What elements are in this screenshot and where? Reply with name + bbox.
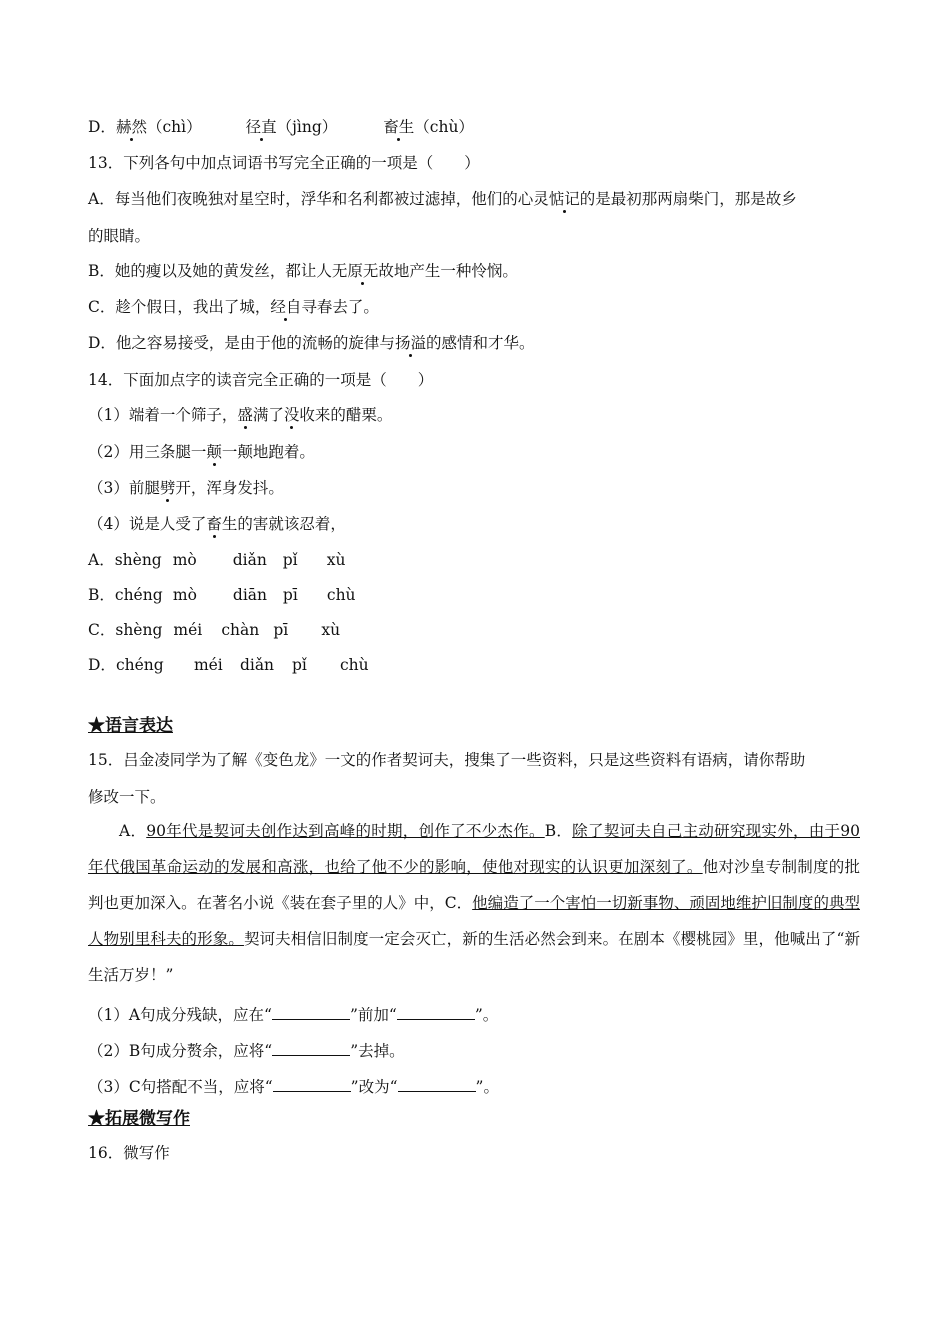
- dotted-word: 经自: [270, 298, 302, 316]
- pinyin: chù: [339, 656, 369, 674]
- dotted-char: 劈: [159, 479, 176, 497]
- text: ”改为“: [350, 1078, 398, 1096]
- sentence-label: B．: [544, 822, 573, 840]
- dotted-word: 畜生: [383, 118, 415, 136]
- passage-text: 他对沙皇专制制度的批判也更加深入。在著名小说《装在套子里的人》中，: [88, 858, 860, 912]
- q15-stem-cont: 修改一下。: [88, 788, 166, 806]
- pinyin: （chì）: [146, 118, 202, 136]
- text: （4）说是人受了: [88, 515, 207, 533]
- q15-sub-2: [88, 1041, 405, 1061]
- q14-stem: 14．下面加点字的读音完全正确的一项是（ ）: [88, 371, 434, 389]
- pinyin: chéng: [115, 656, 164, 674]
- pinyin: mò: [172, 586, 197, 604]
- q13-option-c: [88, 297, 379, 317]
- q14-option-b: [88, 585, 356, 605]
- q14-sentence-3: [88, 478, 284, 498]
- text: 开，浑身发抖。: [175, 479, 284, 497]
- dotted-word: 径直: [245, 118, 277, 136]
- pinyin: xù: [321, 621, 341, 639]
- text: B．她的瘦以及她的黄发丝，都让人: [88, 262, 332, 280]
- option-label: C．: [88, 621, 116, 639]
- pinyin: diān: [232, 586, 267, 604]
- pinyin: shèng: [114, 551, 162, 569]
- q15-sub-1: [88, 1005, 498, 1025]
- option-label: D．: [88, 656, 116, 674]
- answer-blank[interactable]: [397, 1005, 475, 1020]
- text: （3）C句搭配不当，应将“: [88, 1078, 273, 1096]
- dotted-char: 颠: [206, 443, 222, 461]
- q13-option-a: [88, 189, 797, 209]
- text: 的感情和才华。: [425, 334, 535, 352]
- dotted-char: 畜: [206, 515, 222, 533]
- option-label: A．: [88, 551, 115, 569]
- pinyin: chù: [326, 586, 356, 604]
- passage-text: 契诃夫相信旧制度一定会灭亡，新的生活必然会到来。在剧本《樱桃园》里，他喊出了“新生活万岁！”: [88, 930, 860, 984]
- q14-option-d: [88, 655, 369, 675]
- q13-stem: 13．下列各句中加点词语书写完全正确的一项是（ ）: [88, 154, 480, 172]
- section-heading-language: ★语言表达: [88, 716, 173, 736]
- q15-stem: 15．吕金凌同学为了解《变色龙》一文的作者契诃夫，搜集了一些资料，只是这些资料有语病，请你帮助: [88, 751, 806, 769]
- text: 生的害就该忍着，: [221, 515, 346, 533]
- answer-blank[interactable]: [272, 1005, 350, 1020]
- option-label: D．: [88, 118, 116, 136]
- pinyin: diǎn: [232, 551, 267, 569]
- text: 收来的醋栗。: [299, 406, 393, 424]
- text: ”。: [474, 1006, 499, 1024]
- section-heading-writing: ★拓展微写作: [88, 1109, 190, 1129]
- pinyin: chàn: [221, 621, 260, 639]
- dotted-char: 盛: [237, 406, 253, 424]
- pinyin: xù: [326, 551, 346, 569]
- pinyin: pī: [273, 621, 289, 639]
- pinyin: chéng: [114, 586, 163, 604]
- sentence-label: A．: [119, 822, 147, 840]
- pinyin: méi: [193, 656, 223, 674]
- q15-passage: [88, 813, 860, 993]
- text: A．每当他们夜晚独对星空时，浮华和名利都被过滤掉，他们的心灵: [88, 190, 549, 208]
- dotted-word: 惦记: [548, 190, 580, 208]
- text: ”前加“: [349, 1006, 397, 1024]
- pinyin: shèng: [115, 621, 163, 639]
- pinyin: pǐ: [282, 551, 298, 569]
- text: ”去掉。: [350, 1042, 405, 1060]
- dotted-char: 没: [283, 406, 300, 424]
- pinyin: méi: [173, 621, 203, 639]
- q13-option-a-cont: 的眼睛。: [88, 227, 151, 245]
- dotted-word: 无原无故: [331, 262, 394, 280]
- answer-blank[interactable]: [273, 1077, 351, 1092]
- q14-option-c: [88, 620, 340, 640]
- pinyin: pī: [282, 586, 298, 604]
- q12-option-d: [88, 117, 474, 137]
- pinyin: （chù）: [414, 118, 474, 136]
- pinyin: diǎn: [239, 656, 275, 674]
- q15-sub-3: [88, 1077, 499, 1097]
- text: 一颠地跑着。: [221, 443, 315, 461]
- pinyin: pǐ: [291, 656, 307, 674]
- dotted-word: 赫然: [115, 118, 147, 136]
- q13-option-d: [88, 333, 534, 353]
- text: D．他之容易接受，是由于他的流畅的旋律与: [88, 334, 395, 352]
- q14-option-a: [88, 550, 345, 570]
- sentence-label: C．: [444, 894, 473, 912]
- q14-sentence-1: [88, 405, 392, 425]
- answer-blank[interactable]: [398, 1077, 476, 1092]
- text: （1）A句成分残缺，应在“: [88, 1006, 272, 1024]
- q13-option-b: [88, 261, 518, 281]
- text: C．趁个假日，我出了城，: [88, 298, 271, 316]
- option-label: B．: [88, 586, 115, 604]
- text: （1）端着一个筛子，: [88, 406, 238, 424]
- text: （2）用三条腿一: [88, 443, 207, 461]
- text: （3）前腿: [88, 479, 160, 497]
- text: （2）B句成分赘余，应将“: [88, 1042, 273, 1060]
- text: 寻春去了。: [301, 298, 379, 316]
- q14-sentence-2: [88, 442, 315, 462]
- text: 地产生一种怜悯。: [393, 262, 518, 280]
- text: 的是最初那两扇柴门，那是故乡: [579, 190, 797, 208]
- sentence-b: 除了契诃夫自己主动研究现实外，由于90年代俄国革命运动的发展和高涨，也给了他不少的影响，使他对现实的认识更加深刻了。: [88, 822, 860, 876]
- q14-sentence-4: [88, 514, 346, 534]
- pinyin: mò: [172, 551, 197, 569]
- answer-blank[interactable]: [272, 1041, 350, 1056]
- sentence-a: 90年代是契诃夫创作达到高峰的时期，创作了不少杰作。: [146, 822, 545, 840]
- sentence-c: 他编造了一个害怕一切新事物、顽固地维护旧制度的典型人物别里科夫的形象。: [88, 894, 860, 948]
- dotted-word: 扬溢: [394, 334, 426, 352]
- text: 满了: [252, 406, 284, 424]
- q16-stem: 16．微写作: [88, 1144, 170, 1162]
- text: ”。: [475, 1078, 499, 1096]
- pinyin: （jìng）: [276, 118, 338, 136]
